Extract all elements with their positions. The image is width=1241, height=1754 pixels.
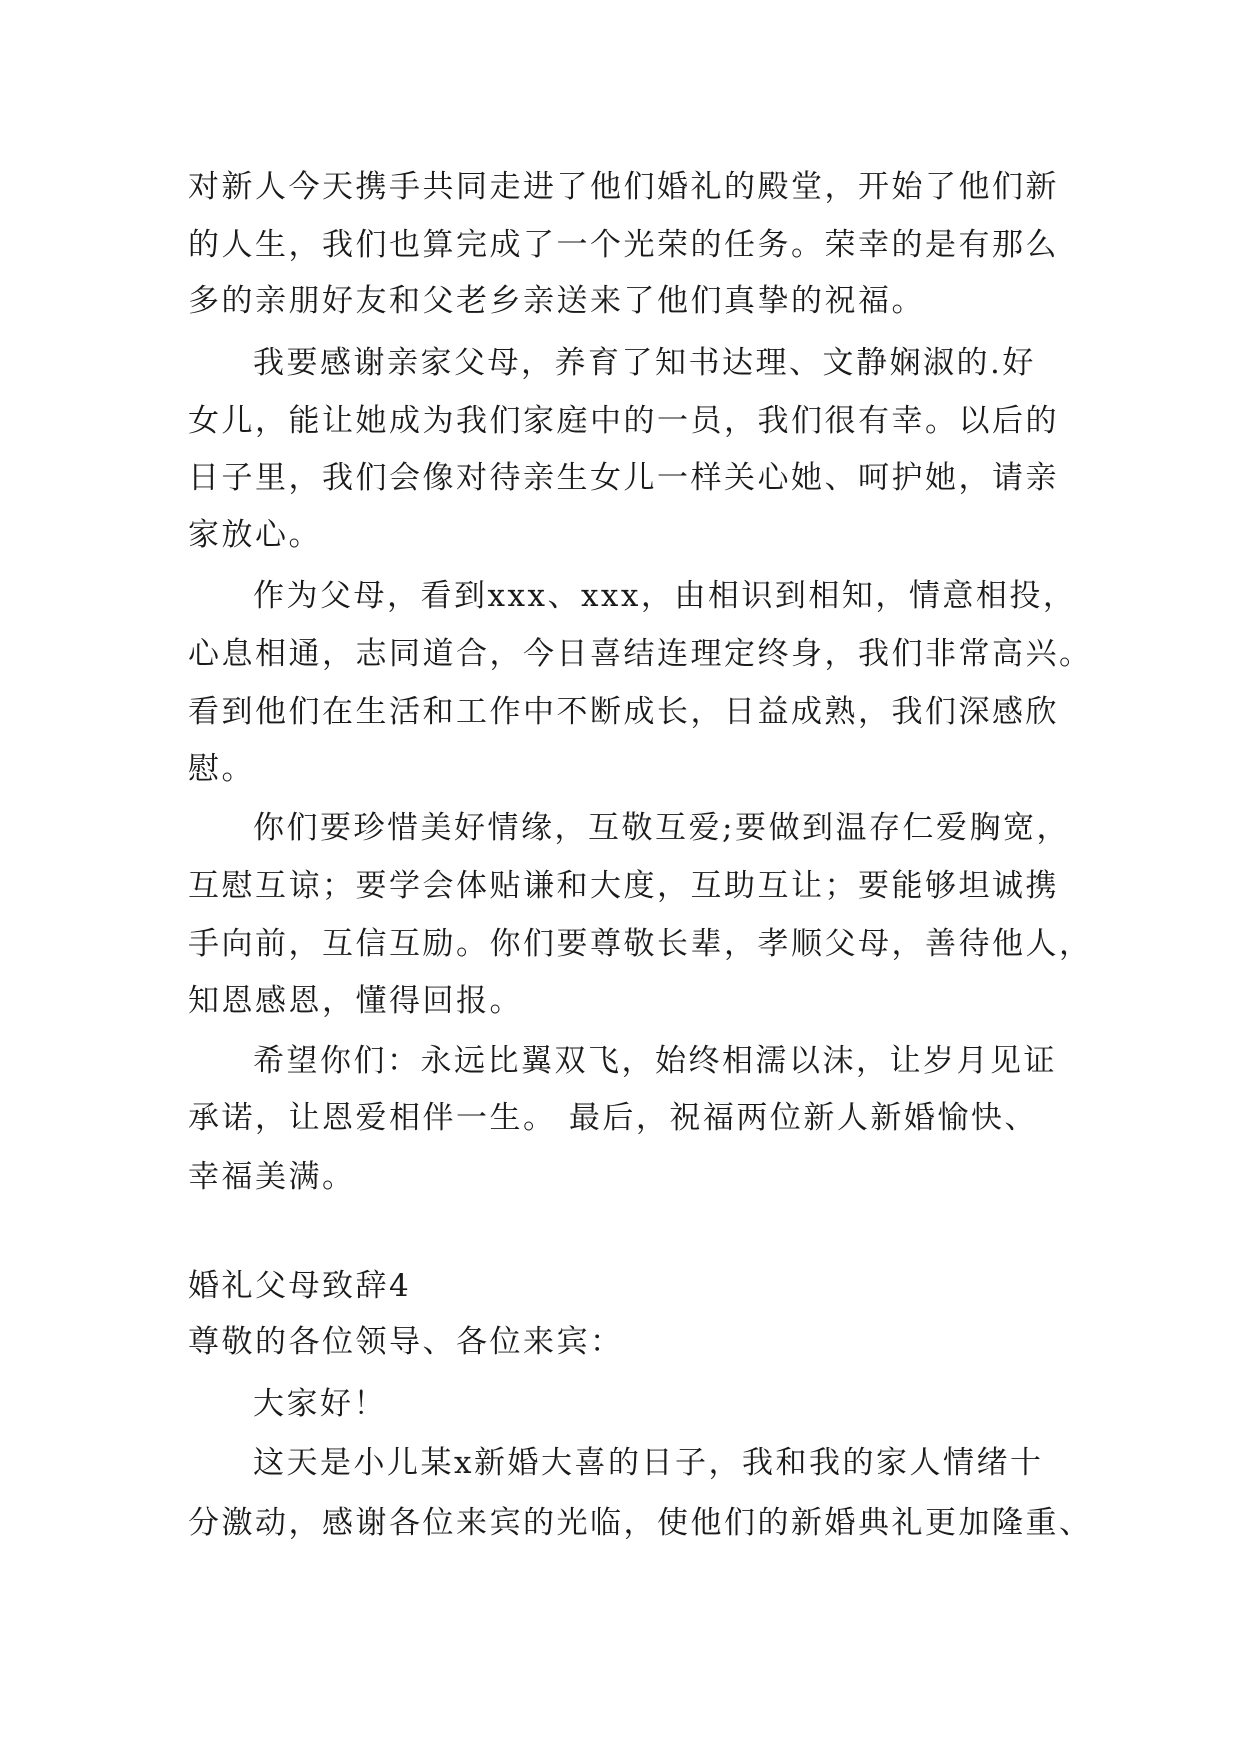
body-text-line: 互慰互谅；要学会体贴谦和大度，互助互让；要能够坦诚携 bbox=[188, 868, 1059, 904]
body-text-line: 你们要珍惜美好情缘，互敬互爱;要做到温存仁爱胸宽， bbox=[253, 810, 1070, 846]
body-text-line: 幸福美满。 bbox=[188, 1159, 356, 1195]
salutation-line: 尊敬的各位领导、各位来宾： bbox=[188, 1324, 624, 1360]
body-text-line: 的人生，我们也算完成了一个光荣的任务。荣幸的是有那么 bbox=[188, 227, 1059, 263]
body-text-line: 承诺，让恩爱相伴一生。 最后，祝福两位新人新婚愉快、 bbox=[188, 1100, 1038, 1136]
body-text-line: 心息相通，志同道合，今日喜结连理定终身，我们非常高兴。 bbox=[188, 636, 1093, 672]
body-text-line: 对新人今天携手共同走进了他们婚礼的殿堂，开始了他们新 bbox=[188, 169, 1059, 205]
body-text-line: 看到他们在生活和工作中不断成长，日益成熟，我们深感欣 bbox=[188, 694, 1059, 730]
body-text-line: 这天是小儿某x新婚大喜的日子，我和我的家人情绪十 bbox=[253, 1445, 1044, 1481]
body-text-line: 我要感谢亲家父母，养育了知书达理、文静娴淑的.好 bbox=[253, 345, 1036, 381]
body-text-line: 家放心。 bbox=[188, 517, 322, 553]
body-text-line: 多的亲朋好友和父老乡亲送来了他们真挚的祝福。 bbox=[188, 283, 925, 319]
body-text-line: 女儿，能让她成为我们家庭中的一员，我们很有幸。以后的 bbox=[188, 403, 1059, 439]
body-text-line: 慰。 bbox=[188, 751, 255, 787]
body-text-line: 分激动，感谢各位来宾的光临，使他们的新婚典礼更加隆重、 bbox=[188, 1505, 1093, 1541]
body-text-line: 日子里，我们会像对待亲生女儿一样关心她、呵护她，请亲 bbox=[188, 460, 1059, 496]
greeting-line: 大家好！ bbox=[253, 1386, 387, 1422]
body-text-line: 作为父母，看到xxx、xxx，由相识到相知，情意相投， bbox=[253, 578, 1077, 614]
section-heading: 婚礼父母致辞4 bbox=[188, 1268, 412, 1304]
body-text-line: 希望你们：永远比翼双飞，始终相濡以沫，让岁月见证 bbox=[253, 1043, 1057, 1079]
body-text-line: 手向前，互信互励。你们要尊敬长辈，孝顺父母，善待他人， bbox=[188, 926, 1093, 962]
body-text-line: 知恩感恩，懂得回报。 bbox=[188, 983, 523, 1019]
